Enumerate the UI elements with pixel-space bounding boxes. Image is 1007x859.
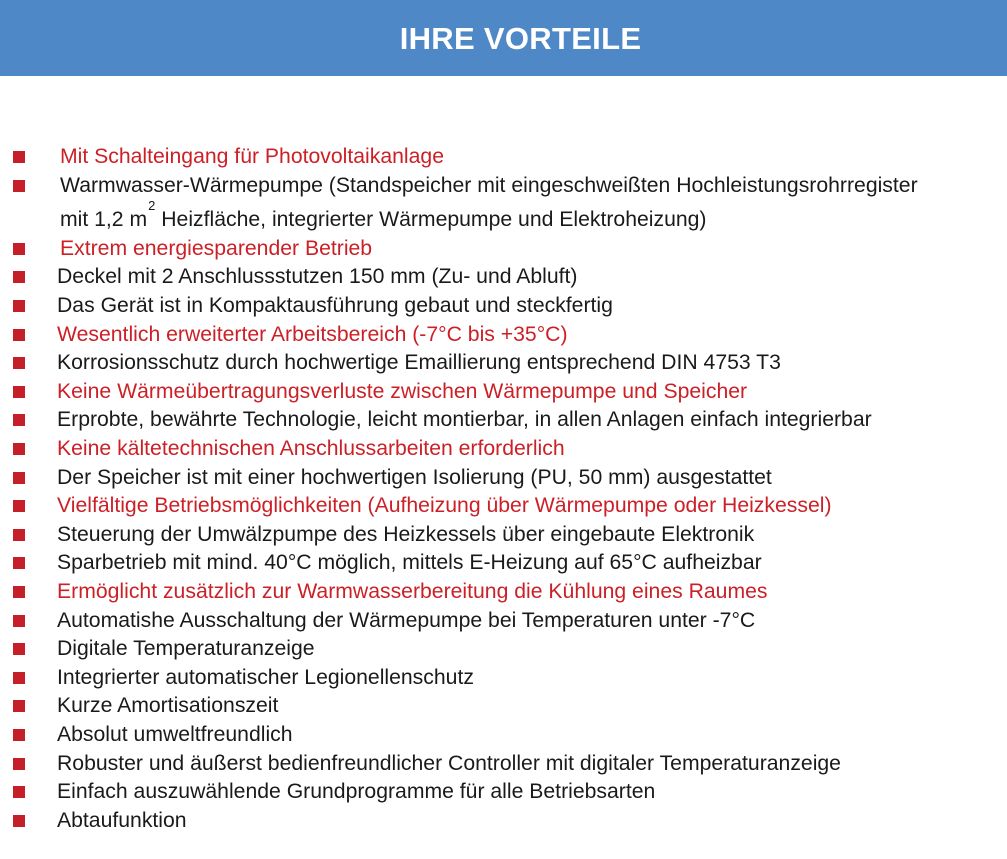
- square-bullet-icon: [13, 729, 25, 741]
- list-item: [0, 378, 1007, 407]
- list-item-text: Keine kältetechnischen Anschlussarbeiten erforderlich: [57, 437, 565, 460]
- square-bullet-icon: [13, 357, 25, 369]
- list-item: [0, 464, 1007, 493]
- list-item: [0, 635, 1007, 664]
- square-bullet-icon: [13, 151, 25, 163]
- square-bullet-icon: [13, 300, 25, 312]
- square-bullet-icon: [13, 271, 25, 283]
- list-item-text: Erprobte, bewährte Technologie, leicht montierbar, in allen Anlagen einfach integrierbar: [57, 408, 872, 432]
- list-item: [0, 692, 1007, 721]
- list-item-text: Ermöglicht zusätzlich zur Warmwasserbereitung die Kühlung eines Raumes: [57, 579, 768, 603]
- list-item-text: Sparbetrieb mit mind. 40°C möglich, mittels E-Heizung auf 65°C aufheizbar: [57, 551, 762, 575]
- list-item-text-line2-rest: Heizfläche, integrierter Wärmepumpe und Elektroheizung): [155, 208, 707, 232]
- list-item: [0, 349, 1007, 378]
- list-item-text: Einfach auszuwählende Grundprogramme für alle Betriebsarten: [57, 780, 656, 804]
- list-item-text: Korrosionsschutz durch hochwertige Emaillierung entsprechend DIN 4753 T3: [57, 351, 781, 375]
- list-item-text-line2: mit 1,2 m: [60, 208, 148, 232]
- square-bullet-icon: [13, 180, 25, 192]
- list-item-text: Extrem energiesparender Betrieb: [60, 236, 373, 260]
- page-title: IHRE VORTEILE: [399, 21, 642, 56]
- square-bullet-icon: [13, 815, 25, 827]
- list-item: [0, 406, 1007, 435]
- list-item-text: Steuerung der Umwälzpumpe des Heizkessels über eingebaute Elektronik: [57, 522, 755, 546]
- list-item-text: Mit Schalteingang für Photovoltaikanlage: [60, 145, 444, 168]
- list-item: [0, 521, 1007, 550]
- list-item-text: Keine Wärmeübertragungsverluste zwischen Wärmepumpe und Speicher: [57, 379, 748, 403]
- list-item: [0, 750, 1007, 779]
- list-item: [0, 778, 1007, 807]
- square-bullet-icon: [13, 443, 25, 455]
- list-item-text: Integrierter automatischer Legionellenschutz: [57, 665, 474, 689]
- list-item: [0, 492, 1007, 521]
- list-item: [0, 435, 1007, 464]
- square-bullet-icon: [13, 243, 25, 255]
- list-item-text: Absolut umweltfreundlich: [57, 722, 293, 746]
- list-item-text: Kurze Amortisationszeit: [57, 694, 279, 718]
- square-bullet-icon: [13, 414, 25, 426]
- square-bullet-icon: [13, 758, 25, 770]
- list-item-text: Der Speicher ist mit einer hochwertigen Isolierung (PU, 50 mm) ausgestattet: [57, 465, 772, 489]
- list-item-text: Das Gerät ist in Kompaktausführung gebaut und steckfertig: [57, 294, 613, 318]
- list-item: [0, 172, 1007, 235]
- list-item-text: Deckel mit 2 Anschlussstutzen 150 mm (Zu- und Abluft): [57, 265, 578, 289]
- square-bullet-icon: [13, 586, 25, 598]
- list-item: [0, 549, 1007, 578]
- list-item-text: Digitale Temperaturanzeige: [57, 637, 315, 661]
- list-item-text: Warmwasser-Wärmepumpe (Standspeicher mit eingeschweißten Hochleistungsrohrregister: [60, 173, 918, 197]
- list-item: [0, 292, 1007, 321]
- square-bullet-icon: [13, 643, 25, 655]
- list-item: [0, 607, 1007, 636]
- list-item-text: Robuster und äußerst bedienfreundlicher Controller mit digitaler Temperaturanzeige: [57, 751, 841, 775]
- square-bullet-icon: [13, 529, 25, 541]
- square-bullet-icon: [13, 500, 25, 512]
- list-item: [0, 235, 1007, 264]
- square-bullet-icon: [13, 615, 25, 627]
- list-item: [0, 263, 1007, 292]
- list-item-text: Abtaufunktion: [57, 808, 187, 832]
- list-item: [0, 807, 1007, 836]
- list-item: [0, 721, 1007, 750]
- list-item-text: Automatishe Ausschaltung der Wärmepumpe bei Temperaturen unter -7°C: [57, 608, 756, 632]
- square-bullet-icon: [13, 329, 25, 341]
- header-banner: [0, 0, 1007, 76]
- list-item-text: Wesentlich erweiterter Arbeitsbereich (-7°C bis +35°C): [57, 322, 568, 346]
- square-bullet-icon: [13, 386, 25, 398]
- superscript: 2: [148, 198, 156, 214]
- square-bullet-icon: [13, 472, 25, 484]
- square-bullet-icon: [13, 786, 25, 798]
- square-bullet-icon: [13, 557, 25, 569]
- list-item: [0, 578, 1007, 607]
- list-item-text: Vielfältige Betriebsmöglichkeiten (Aufheizung über Wärmepumpe oder Heizkessel): [57, 494, 832, 518]
- square-bullet-icon: [13, 700, 25, 712]
- advantages-list: [0, 143, 1007, 835]
- list-item: [0, 664, 1007, 693]
- square-bullet-icon: [13, 672, 25, 684]
- list-item: [0, 143, 1007, 172]
- list-item: [0, 321, 1007, 350]
